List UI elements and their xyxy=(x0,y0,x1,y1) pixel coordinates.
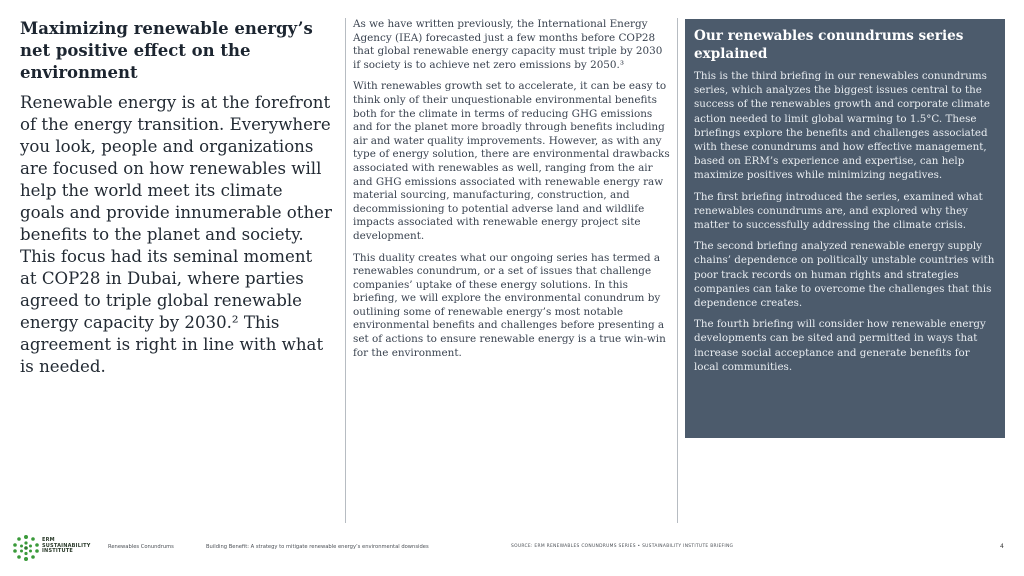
footer-meta: SOURCE: ERM RENEWABLES CONUNDRUMS SERIES • SUSTAINABILITY INSTITUTE BRIEFING xyxy=(511,544,734,549)
footer-briefing-title: Building Benefit: A strategy to mitigate renewable energy’s environmental downsides xyxy=(206,544,429,550)
body-paragraph: As we have written previously, the International Energy Agency (IEA) forecasted just a few months before COP28 that global renewable energy capacity must triple by 2030 if society is to achieve net zero emissions by 2050.³ xyxy=(353,18,663,71)
footer-series-name: Renewables Conundrums xyxy=(108,544,174,550)
page-number: 4 xyxy=(1000,543,1004,550)
column-divider-right xyxy=(677,18,678,523)
logo-wordmark: ERM SUSTAINABILITY INSTITUTE xyxy=(42,537,91,555)
middle-column xyxy=(353,18,671,368)
series-explained-panel xyxy=(685,19,1005,438)
panel-paragraph: This is the third briefing in our renewables conundrums series, which analyzes the biggest issues central to the success of the renewables growth and corporate climate action needed to limit global warming to 1.5°C. These briefings explore the benefits and challenges associated with these conundrums and how effective management, based on ERM’s experience and expertise, can help maximize positives while minimizing negatives. xyxy=(694,70,990,182)
panel-paragraph: The second briefing analyzed renewable energy supply chains’ dependence on politically unstable countries with poor track records on human rights and strategies companies can take to overcome the challenges that this dependence creates. xyxy=(694,240,995,310)
lead-paragraph: Renewable energy is at the forefront of the energy transition. Everywhere you look, people and organizations are focused on how renewables will help the world meet its climate goals and provide innumerable other benefits to the planet and society. This focus had its seminal moment at COP28 in Dubai, where parties agreed to triple global renewable energy capacity by 2030.² This agreement is right in line with what is needed. xyxy=(20,93,332,376)
body-paragraph: This duality creates what our ongoing series has termed a renewables conundrum, or a set of issues that challenge companies’ uptake of these energy solutions. In this briefing, we will explore the environmental conundrum by outlining some of renewable energy’s most notable environmental benefits and challenges before presenting a set of actions to ensure renewable energy is a true win-win for the environment. xyxy=(353,251,666,359)
column-divider-left xyxy=(345,18,346,523)
body-paragraph: With renewables growth set to accelerate, it can be easy to think only of their unquestionable environmental benefits both for the climate in terms of reducing GHG emissions and for the planet more broadly through benefits including air and water quality improvements. However, as with any type of energy solution, there are environmental drawbacks associated with renewables as well, ranging from the air and GHG emissions associated with renewable energy raw material sourcing, manufacturing, construction, and decommissioning to potential adverse land and wildlife impacts associated with renewable energy project site development. xyxy=(353,80,670,242)
panel-paragraph: The fourth briefing will consider how renewable energy developments can be sited and permitted in ways that increase social acceptance and generate benefits for local communities. xyxy=(694,318,986,373)
page-footer xyxy=(0,530,1024,566)
panel-paragraph: The first briefing introduced the series, examined what renewables conundrums are, and explored why they matter to successfully addressing the climate crisis. xyxy=(694,190,983,232)
left-column xyxy=(20,18,332,378)
panel-title: Our renewables conundrums series explained xyxy=(694,28,964,62)
article-heading: Maximizing renewable energy’s net positive effect on the environment xyxy=(20,19,313,82)
erm-logo-icon xyxy=(12,534,40,562)
